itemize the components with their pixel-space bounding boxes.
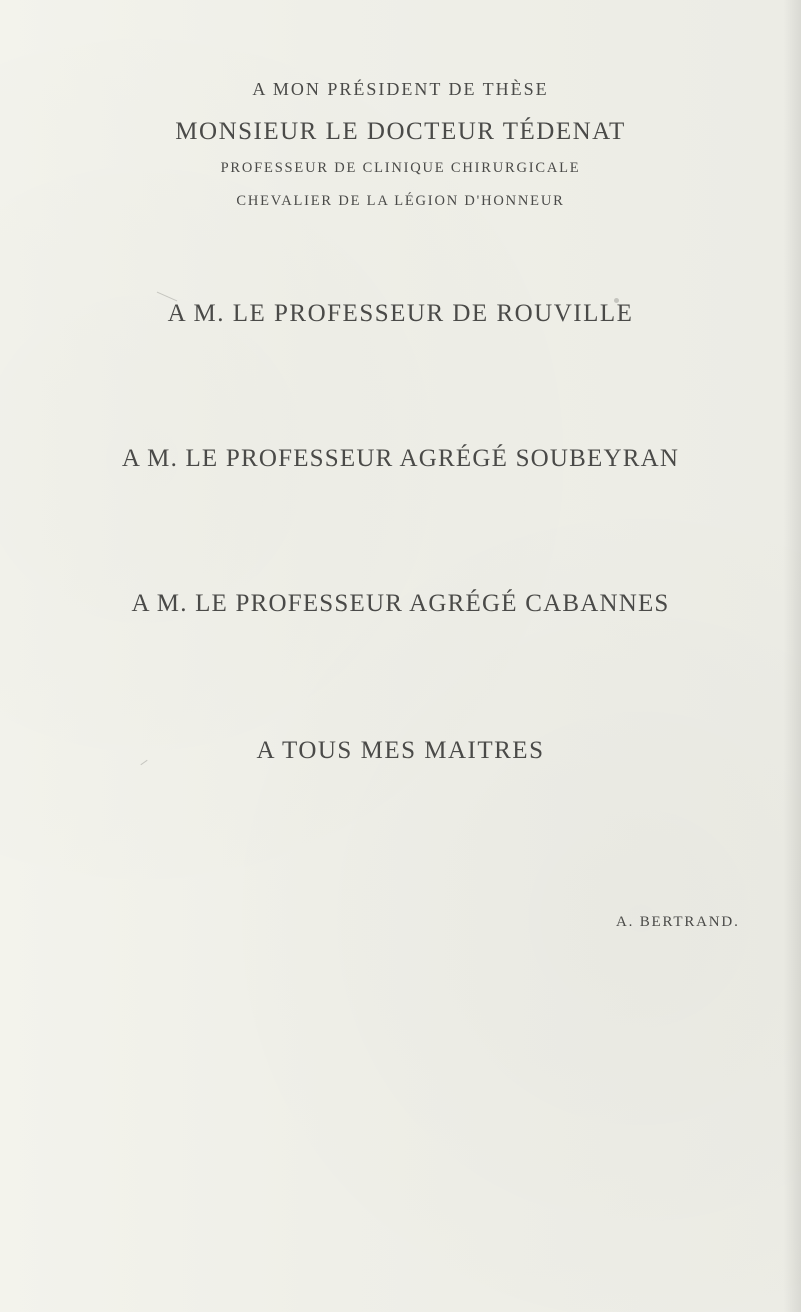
- dedication-line-2: MONSIEUR LE DOCTEUR TÉDENAT: [175, 118, 626, 145]
- signature: A. BERTRAND.: [616, 914, 740, 930]
- dedication-line-6: A M. LE PROFESSEUR AGRÉGÉ SOUBEYRAN: [121, 445, 680, 472]
- dedication-line-4: CHEVALIER DE LA LÉGION D'HONNEUR: [236, 193, 565, 209]
- dedication-line-8: A TOUS MES MAITRES: [256, 737, 545, 764]
- dedication-line-1: A MON PRÉSIDENT DE THÈSE: [252, 79, 549, 99]
- dedication-line-5: A M. LE PROFESSEUR DE ROUVILLE: [167, 300, 634, 327]
- dedication-line-7: A M. LE PROFESSEUR AGRÉGÉ CABANNES: [131, 590, 670, 617]
- dedication-line-3: PROFESSEUR DE CLINIQUE CHIRURGICALE: [220, 160, 581, 176]
